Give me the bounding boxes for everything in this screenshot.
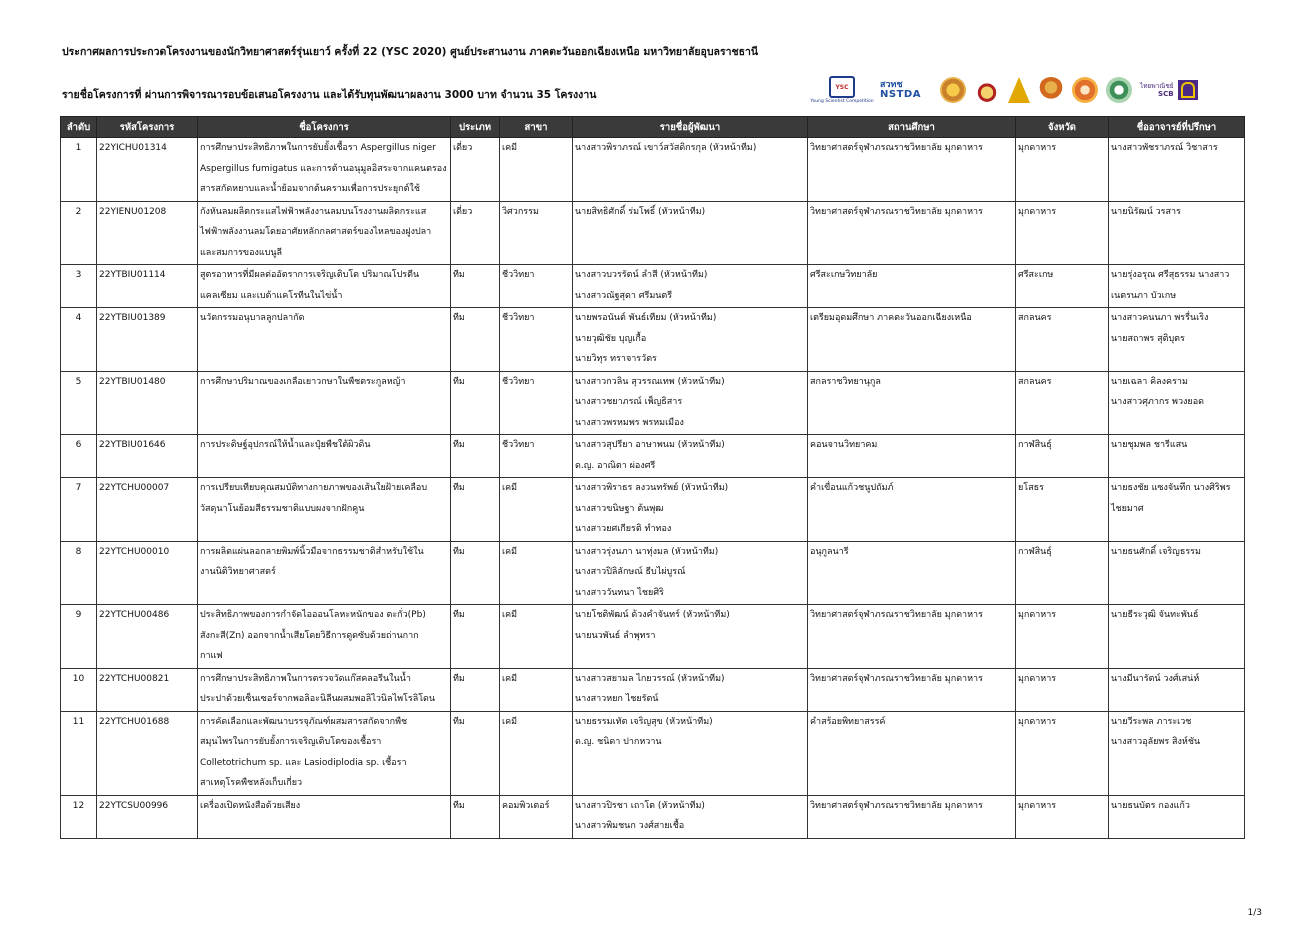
developer-names-line: นางสาวพิมชนก วงศ์สายเชื้อ xyxy=(575,821,685,831)
school-name: สกลราชวิทยานุกูล xyxy=(808,371,1016,435)
province: กาฬสินธุ์ xyxy=(1016,435,1109,478)
project-type: ทีม xyxy=(451,308,500,372)
project-title-line: เครื่องเปิดหนังสือด้วยเสียง xyxy=(200,800,301,811)
project-title xyxy=(198,308,451,372)
column-header: ประเภท xyxy=(451,117,500,138)
project-title-line: แคลเซียม และเบต้าแคโรทีนในไข่น้ำ xyxy=(200,290,343,301)
school-name: ศรีสะเกษวิทยาลัย xyxy=(808,265,1016,308)
project-code: 22YTCHU00007 xyxy=(97,478,198,542)
table-row xyxy=(61,435,1245,478)
project-code: 22YTBIU01389 xyxy=(97,308,198,372)
project-type: ทีม xyxy=(451,435,500,478)
school-name: วิทยาศาสตร์จุฬาภรณราชวิทยาลัย มุกดาหาร xyxy=(808,138,1016,202)
developer-names xyxy=(573,668,808,711)
developer-names xyxy=(573,138,808,202)
advisor-names-line: นายชุมพล ชารีแสน xyxy=(1111,440,1188,450)
advisor-names xyxy=(1109,265,1245,308)
province: สกลนคร xyxy=(1016,308,1109,372)
developer-names xyxy=(573,541,808,605)
project-code: 22YICHU01314 xyxy=(97,138,198,202)
project-type: ทีม xyxy=(451,668,500,711)
project-code: 22YIENU01208 xyxy=(97,201,198,265)
table-row xyxy=(61,201,1245,265)
school-name: วิทยาศาสตร์จุฬาภรณราชวิทยาลัย มุกดาหาร xyxy=(808,795,1016,838)
advisor-names xyxy=(1109,435,1245,478)
developer-names-line: นายวิทุร ทราจารวัตร xyxy=(575,354,657,364)
advisor-names-line: นายสถาพร สุติบุตร xyxy=(1111,333,1185,344)
project-title-line: สาเหตุโรคพืชหลังเก็บเกี่ยว xyxy=(200,778,303,788)
developer-names-line: นางสาวรุ่งนภา นาทุ่งมล (หัวหน้าทีม) xyxy=(575,546,719,557)
advisor-names-line: นายธีระวุฒิ จันทะพันธ์ xyxy=(1111,610,1199,620)
scb-logo-en: SCB xyxy=(1158,90,1174,98)
project-code: 22YTBIU01114 xyxy=(97,265,198,308)
row-number: 5 xyxy=(61,371,97,435)
project-field: ชีววิทยา xyxy=(500,371,573,435)
project-title-line: และสมการของแบนูลี xyxy=(200,247,283,258)
school-name: วิทยาศาสตร์จุฬาภรณราชวิทยาลัย มุกดาหาร xyxy=(808,668,1016,711)
column-header: ลำดับ xyxy=(61,117,97,138)
developer-names-line: ด.ญ. ชนิดา ปากหวาน xyxy=(575,737,662,747)
advisor-names-line: นายธนศักดิ์ เจริญธรรม xyxy=(1111,546,1201,557)
project-field: เคมี xyxy=(500,138,573,202)
province: ศรีสะเกษ xyxy=(1016,265,1109,308)
pyramid-emblem-icon xyxy=(1008,77,1030,103)
project-code: 22YTBIU01480 xyxy=(97,371,198,435)
project-field: วิศวกรรม xyxy=(500,201,573,265)
developer-names-line: นางสาววันทนา ไชยศิริ xyxy=(575,587,664,598)
developer-names xyxy=(573,478,808,542)
developer-names-line: นายพรอนันต์ พันธ์เทียม (หัวหน้าทีม) xyxy=(575,313,717,323)
province: สกลนคร xyxy=(1016,371,1109,435)
project-title-line: การศึกษาปริมาณของเกลือเยาวกษาในพืชตระกูลหญ้า xyxy=(200,376,406,387)
advisor-names xyxy=(1109,478,1245,542)
developer-names-line: นายโชติพัฒน์ ด้วงคำจันทร์ (หัวหน้าทีม) xyxy=(575,610,730,620)
developer-names-line: นางสาวพิราธร ลงวนทรัพย์ (หัวหน้าทีม) xyxy=(575,483,729,493)
project-code: 22YTBIU01646 xyxy=(97,435,198,478)
developer-names-line: นายนวพันธ์ ลำพุทรา xyxy=(575,630,656,641)
project-field: เคมี xyxy=(500,541,573,605)
school-name: คอนจานวิทยาคม xyxy=(808,435,1016,478)
project-table xyxy=(60,116,1245,839)
advisor-names-line: นางสาวศุภากร พวงยอด xyxy=(1111,397,1204,407)
advisor-names-line: นางสาวคนนภา พรรื่นเริง xyxy=(1111,313,1209,323)
table-row xyxy=(61,308,1245,372)
advisor-names-line: นางสาวอุลัยพร สิงห์ชัน xyxy=(1111,737,1201,747)
project-title-line: การศึกษาประสิทธิภาพในการยับยั้งเชื้อรา Aspergillus niger xyxy=(200,143,436,153)
school-name: คำสร้อยพิทยาสรรค์ xyxy=(808,711,1016,795)
project-title xyxy=(198,711,451,795)
developer-names-line: นายธรรมเทัต เจริญสุข (หัวหน้าทีม) xyxy=(575,716,713,727)
province: มุกดาหาร xyxy=(1016,711,1109,795)
nstda-logo-thai: สวทช xyxy=(880,80,903,90)
project-title xyxy=(198,371,451,435)
developer-names-line: นางสาวณัฐสุดา ศรีมนตรี xyxy=(575,290,673,301)
scb-logo xyxy=(1140,80,1198,100)
announcement-title: ประกาศผลการประกวดโครงงานของนักวิทยาศาสตร์รุ่นเยาว์ ครั้งที่ 22 (YSC 2020) ศูนย์ประสานงาน ภาคตะวันออกเฉียงเหนือ มหาวิทยาลัยอุบลราชธานี xyxy=(62,46,759,58)
province: มุกดาหาร xyxy=(1016,795,1109,838)
table-row xyxy=(61,605,1245,669)
advisor-names-line: นายธงชัย แซงจันทึก นางศิริพร xyxy=(1111,483,1231,493)
developer-names xyxy=(573,711,808,795)
advisor-names-line: นายวีระพล ภาระเวช xyxy=(1111,716,1192,727)
row-number: 12 xyxy=(61,795,97,838)
nstda-logo-en: NSTDA xyxy=(880,89,921,100)
school-name: เตรียมอุดมศึกษา ภาคตะวันออกเฉียงเหนือ xyxy=(808,308,1016,372)
table-row xyxy=(61,795,1245,838)
developer-names-line: นางสาวบวรรัตน์ ลำสี (หัวหน้าทีม) xyxy=(575,270,708,280)
advisor-names xyxy=(1109,605,1245,669)
table-row xyxy=(61,371,1245,435)
column-header: สถานศึกษา xyxy=(808,117,1016,138)
column-header: รหัสโครงการ xyxy=(97,117,198,138)
row-number: 4 xyxy=(61,308,97,372)
developer-names xyxy=(573,371,808,435)
project-title-line: Colletotrichum sp. และ Lasiodiplodia sp. เชื้อรา xyxy=(200,757,407,768)
advisor-names-line: ไชยมาศ xyxy=(1111,503,1144,514)
project-title-line: การเปรียบเทียบคุณสมบัติทางกายภาพของเส้นใยฝ้ายเคลือบ xyxy=(200,483,428,493)
advisor-names-line: เนตรนภา บัวเกษ xyxy=(1111,290,1177,301)
advisor-names xyxy=(1109,308,1245,372)
developer-names-line: นางสาวสุปรียา อาษาพนม (หัวหน้าทีม) xyxy=(575,440,725,450)
province: มุกดาหาร xyxy=(1016,605,1109,669)
project-title-line: นวัตกรรมอนุบาลลูกปลากัด xyxy=(200,313,305,323)
advisor-names xyxy=(1109,371,1245,435)
developer-names-line: นางสาวปิลิลักษณ์ ธีบไผ่บูรณ์ xyxy=(575,567,686,577)
advisor-names xyxy=(1109,711,1245,795)
project-title-line: การคัดเลือกและพัฒนาบรรจุภัณฑ์ผสมสารสกัดจากพืช xyxy=(200,716,408,727)
project-code: 22YTCHU00010 xyxy=(97,541,198,605)
advisor-names xyxy=(1109,201,1245,265)
project-title xyxy=(198,541,451,605)
project-field: ชีววิทยา xyxy=(500,435,573,478)
ysc-logo xyxy=(812,76,872,104)
project-field: คอมพิวเตอร์ xyxy=(500,795,573,838)
column-header: สาขา xyxy=(500,117,573,138)
province: มุกดาหาร xyxy=(1016,138,1109,202)
project-code: 22YTCSU00996 xyxy=(97,795,198,838)
project-type: ทีม xyxy=(451,541,500,605)
project-type: เดี่ยว xyxy=(451,138,500,202)
project-title-line: ประสิทธิภาพของการกำจัดไอออนโลหะหนักของ ตะกั่ว(Pb) xyxy=(200,610,426,620)
project-title-line: สารสกัดหยาบและน้ำย้อมจากต้นครามเพื่อการประยุกต์ใช้ xyxy=(200,184,420,194)
project-title-line: กังหันลมผลิตกระแสไฟฟ้าพลังงานลมบนโรงงานผลิตกระแส xyxy=(200,206,427,217)
project-title xyxy=(198,795,451,838)
project-field: เคมี xyxy=(500,605,573,669)
developer-names xyxy=(573,795,808,838)
developer-names xyxy=(573,201,808,265)
project-field: ชีววิทยา xyxy=(500,308,573,372)
university-seal-icon xyxy=(940,77,966,103)
project-title xyxy=(198,201,451,265)
developer-names xyxy=(573,435,808,478)
project-code: 22YTCHU00821 xyxy=(97,668,198,711)
column-header: จังหวัด xyxy=(1016,117,1109,138)
table-row xyxy=(61,668,1245,711)
project-title-line: สูตรอาหารที่มีผลต่ออัตราการเจริญเติบโต ปริมาณโปรตีน xyxy=(200,270,420,280)
project-code: 22YTCHU01688 xyxy=(97,711,198,795)
project-title-line: งานนิติวิทยาศาสตร์ xyxy=(200,567,276,577)
school-name: วิทยาศาสตร์จุฬาภรณราชวิทยาลัย มุกดาหาร xyxy=(808,201,1016,265)
project-title-line: ไฟฟ้าพลังงานลมโดยอาศัยหลักกลศาสตร์ของไหลของฝูงปลา xyxy=(200,227,432,237)
table-row xyxy=(61,138,1245,202)
project-type: ทีม xyxy=(451,795,500,838)
project-title-line: Aspergillus fumigatus และการต้านอนุมูลอิสระจากแคนตรอง xyxy=(200,163,447,174)
project-type: ทีม xyxy=(451,478,500,542)
project-type: เดี่ยว xyxy=(451,201,500,265)
column-header: ชื่ออาจารย์ที่ปรึกษา xyxy=(1109,117,1245,138)
developer-names-line: นางสาวปิรชา เถาโต (หัวหน้าทีม) xyxy=(575,800,705,811)
column-header: ชื่อโครงการ xyxy=(198,117,451,138)
advisor-names xyxy=(1109,541,1245,605)
developer-names-line: นางสาวหยก ไชยรัตน์ xyxy=(575,694,659,704)
project-title xyxy=(198,668,451,711)
project-title xyxy=(198,605,451,669)
province: มุกดาหาร xyxy=(1016,668,1109,711)
row-number: 3 xyxy=(61,265,97,308)
project-field: เคมี xyxy=(500,711,573,795)
list-subtitle: รายชื่อโครงการที่ ผ่านการพิจารณารอบข้อเสนอโครงงาน และได้รับทุนพัฒนาผลงาน 3000 บาท จำนวน 35 โครงงาน xyxy=(62,89,597,101)
scb-logo-thai: ไทยพาณิชย์ xyxy=(1140,82,1174,90)
developer-names xyxy=(573,605,808,669)
table-row xyxy=(61,541,1245,605)
page-number: 1/3 xyxy=(1247,908,1262,918)
row-number: 10 xyxy=(61,668,97,711)
advisor-names xyxy=(1109,668,1245,711)
row-number: 7 xyxy=(61,478,97,542)
row-number: 8 xyxy=(61,541,97,605)
project-title-line: ประปาด้วยเซ็นเซอร์จากพอลิอะนิลีนผสมพอลิไวนิลไพโรลิโดน xyxy=(200,694,436,704)
scb-mark-icon xyxy=(1178,80,1198,100)
advisor-names-line: นายธนบัตร กองแก้ว xyxy=(1111,800,1190,811)
advisor-names-line: นายรุ่งอรุณ ศรีสุธรรม นางสาว xyxy=(1111,270,1230,280)
developer-names-line: นางสาวพิราภรณ์ เขาว์สวัสดิกรกุล (หัวหน้าทีม) xyxy=(575,143,757,153)
project-type: ทีม xyxy=(451,605,500,669)
row-number: 2 xyxy=(61,201,97,265)
developer-names-line: นายวุฒิชัย บุญเกื้อ xyxy=(575,333,647,344)
developer-names-line: นางสาวยศเกียรติ ทำทอง xyxy=(575,524,672,534)
advisor-names-line: นางสาวพัชราภรณ์ วิชาสาร xyxy=(1111,143,1218,153)
project-code: 22YTCHU00486 xyxy=(97,605,198,669)
advisor-names xyxy=(1109,795,1245,838)
developer-names-line: นางสาวกวลิน สุวรรณเทพ (หัวหน้าทีม) xyxy=(575,376,725,387)
project-title-line: สมุนไพรในการยับยั้งการเจริญเติบโตของเชื้อรา xyxy=(200,737,382,747)
sponsor-logos xyxy=(812,72,1232,108)
crest-emblem-icon xyxy=(1038,77,1064,103)
project-title-line: กาแฟ xyxy=(200,651,223,661)
developer-names-line: นางสาวขนิษฐา ต้นพุฒ xyxy=(575,503,664,514)
project-title xyxy=(198,435,451,478)
nstda-logo xyxy=(880,81,932,99)
project-title xyxy=(198,138,451,202)
province: ยโสธร xyxy=(1016,478,1109,542)
developer-names xyxy=(573,308,808,372)
advisor-names xyxy=(1109,138,1245,202)
project-field: เคมี xyxy=(500,478,573,542)
table-row xyxy=(61,711,1245,795)
row-number: 1 xyxy=(61,138,97,202)
table-body xyxy=(61,138,1245,839)
school-name: วิทยาศาสตร์จุฬาภรณราชวิทยาลัย มุกดาหาร xyxy=(808,605,1016,669)
developer-names-line: นางสาวพรหมพร พรหมเมือง xyxy=(575,417,684,428)
table-row xyxy=(61,478,1245,542)
developer-names-line: นางสาวชยาภรณ์ เพ็ญธิสาร xyxy=(575,397,683,407)
project-type: ทีม xyxy=(451,265,500,308)
column-header: รายชื่อผู้พัฒนา xyxy=(573,117,808,138)
ysc-logo-badge: YSC xyxy=(829,76,855,98)
project-title-line: การศึกษาประสิทธิภาพในการตรวจวัดแก๊สคลอรีนในน้ำ xyxy=(200,673,411,684)
advisor-names-line: นางมีนารัตน์ วงศ์เสน่ห์ xyxy=(1111,673,1200,684)
advisor-names-line: นายนิรัฒน์ วรสาร xyxy=(1111,206,1181,217)
developer-names xyxy=(573,265,808,308)
table-header-row xyxy=(61,117,1245,138)
developer-names-line: ด.ญ. อาณิตา ผ่องศรี xyxy=(575,460,656,471)
project-field: ชีววิทยา xyxy=(500,265,573,308)
province: มุกดาหาร xyxy=(1016,201,1109,265)
project-title-line: วัสดุนาโนย้อมสีธรรมชาติแบบผงจากฝักคูน xyxy=(200,503,365,514)
project-type: ทีม xyxy=(451,711,500,795)
developer-names-line: นายสิทธิศักดิ์ ร่มโพธิ์ (หัวหน้าทีม) xyxy=(575,206,706,217)
advisor-names-line: นายเฉลา คิลงคราม xyxy=(1111,376,1188,387)
ministry-seal-icon xyxy=(1072,77,1098,103)
green-emblem-icon xyxy=(1106,77,1132,103)
school-emblem-icon xyxy=(974,77,1000,103)
developer-names-line: นางสาวสยามล ไกยวรรณ์ (หัวหน้าทีม) xyxy=(575,673,725,684)
ysc-logo-caption: Young Scientist Competition xyxy=(810,99,874,104)
project-title-line: การผลิตแผ่นลอกลายพิมพ์นิ้วมือจากธรรมชาติสำหรับใช้ใน xyxy=(200,546,424,557)
school-name: คำเขื่อนแก้วชนูปถัมภ์ xyxy=(808,478,1016,542)
province: กาฬสินธุ์ xyxy=(1016,541,1109,605)
project-type: ทีม xyxy=(451,371,500,435)
project-title-line: การประดิษฐ์อุปกรณ์ให้น้ำและปุ๋ยพืชใต้ผิวดิน xyxy=(200,440,371,450)
school-name: อนุกูลนารี xyxy=(808,541,1016,605)
project-title-line: สังกะสี(Zn) ออกจากน้ำเสียโดยวิธีการดูดซับด้วยถ่านกาก xyxy=(200,630,419,641)
project-field: เคมี xyxy=(500,668,573,711)
project-title xyxy=(198,478,451,542)
table-row xyxy=(61,265,1245,308)
row-number: 9 xyxy=(61,605,97,669)
project-title xyxy=(198,265,451,308)
row-number: 11 xyxy=(61,711,97,795)
row-number: 6 xyxy=(61,435,97,478)
